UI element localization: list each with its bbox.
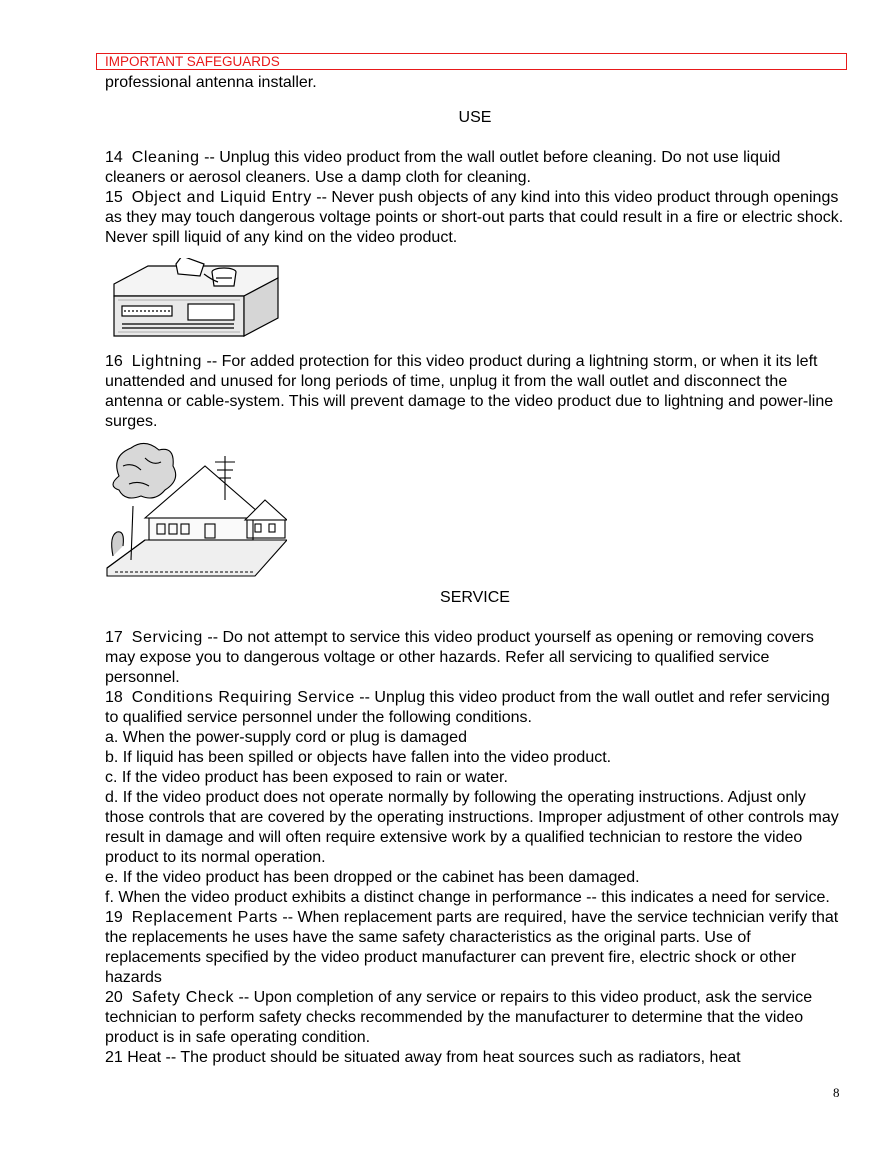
condition-a: a. When the power-supply cord or plug is damaged: [105, 729, 467, 746]
item-16: [105, 352, 845, 432]
item-16-text: -- For added protection for this video product during a lightning storm, or when it its left unattended and unused for long periods of time, unplug it from the wall outlet and disconnect the antenna or cable-system. This will prevent damage to the video product due to lightning and power-line surges.: [105, 353, 834, 430]
item-19-num: 19: [105, 909, 123, 926]
condition-e: e. If the video product has been dropped or the cabinet has been damaged.: [105, 869, 640, 886]
item-21-term: Heat: [127, 1049, 162, 1066]
item-14-text: -- Unplug this video product from the wall outlet before cleaning. Do not use liquid cleaners or aerosol cleaners. Use a damp cloth for cleaning.: [105, 149, 781, 186]
vcr-liquid-illustration: [108, 258, 288, 344]
top-fragment: professional antenna installer.: [105, 74, 317, 91]
item-20-num: 20: [105, 989, 123, 1006]
item-17-term: Servicing: [131, 629, 203, 646]
item-15-num: 15: [105, 189, 123, 206]
item-18-text: -- Unplug this video product from the wall outlet and refer servicing to qualified service personnel under the following conditions.: [105, 689, 830, 726]
service-heading: SERVICE: [440, 589, 510, 606]
item-16-num: 16: [105, 353, 123, 370]
item-15-term: Object and Liquid Entry: [131, 189, 312, 206]
item-21-num: 21: [105, 1049, 123, 1066]
item-17-text: -- Do not attempt to service this video product yourself as opening or removing covers may expose you to dangerous voltage or other hazards. Refer all servicing to qualified service personnel.: [105, 629, 814, 686]
header-label: IMPORTANT SAFEGUARDS: [105, 54, 280, 69]
house-lightning-illustration: [105, 436, 287, 578]
item-21: [105, 1048, 845, 1068]
item-14-num: 14: [105, 149, 123, 166]
item-18-term: Conditions Requiring Service: [131, 689, 355, 706]
item-21-text: -- The product should be situated away from heat sources such as radiators, heat: [165, 1049, 741, 1066]
item-18-num: 18: [105, 689, 123, 706]
item-19: [105, 908, 845, 988]
item-18: [105, 688, 845, 728]
item-16-term: Lightning: [131, 353, 203, 370]
item-17-num: 17: [105, 629, 123, 646]
item-14-term: Cleaning: [131, 149, 200, 166]
header-box: [96, 53, 847, 70]
item-20-term: Safety Check: [131, 989, 235, 1006]
condition-b: b. If liquid has been spilled or objects have fallen into the video product.: [105, 749, 612, 766]
item-20-text: -- Upon completion of any service or repairs to this video product, ask the service technician to perform safety checks recommended by the manufacturer to determine that the video product is in safe operating condition.: [105, 989, 813, 1046]
item-15-text: -- Never push objects of any kind into this video product through openings as they may touch dangerous voltage points or short-out parts that could result in a fire or electric shock. Never spill liquid of any kind on the video product.: [105, 189, 844, 246]
item-15: [105, 188, 845, 248]
item-19-text: -- When replacement parts are required, have the service technician verify that the replacements he uses have the same safety characteristics as the original parts. Use of replacements specified by the video product manufacturer can prevent fire, electric shock or other hazards: [105, 909, 839, 986]
condition-c: c. If the video product has been exposed to rain or water.: [105, 769, 508, 786]
item-17: [105, 628, 845, 688]
condition-d: d. If the video product does not operate normally by following the operating instructions. Adjust only those controls that are covered by the operating instructions. Improper adjustment of other controls may result in damage and will often require extensive work by a qualified technician to restore the video product to its normal operation.: [105, 789, 839, 866]
page-body: [105, 73, 845, 1068]
item-19-term: Replacement Parts: [131, 909, 278, 926]
use-heading: USE: [458, 109, 492, 126]
item-14: [105, 148, 845, 188]
condition-f: f. When the video product exhibits a distinct change in performance -- this indicates a need for service.: [105, 889, 830, 906]
item-20: [105, 988, 845, 1048]
page-number: 8: [833, 1085, 840, 1100]
